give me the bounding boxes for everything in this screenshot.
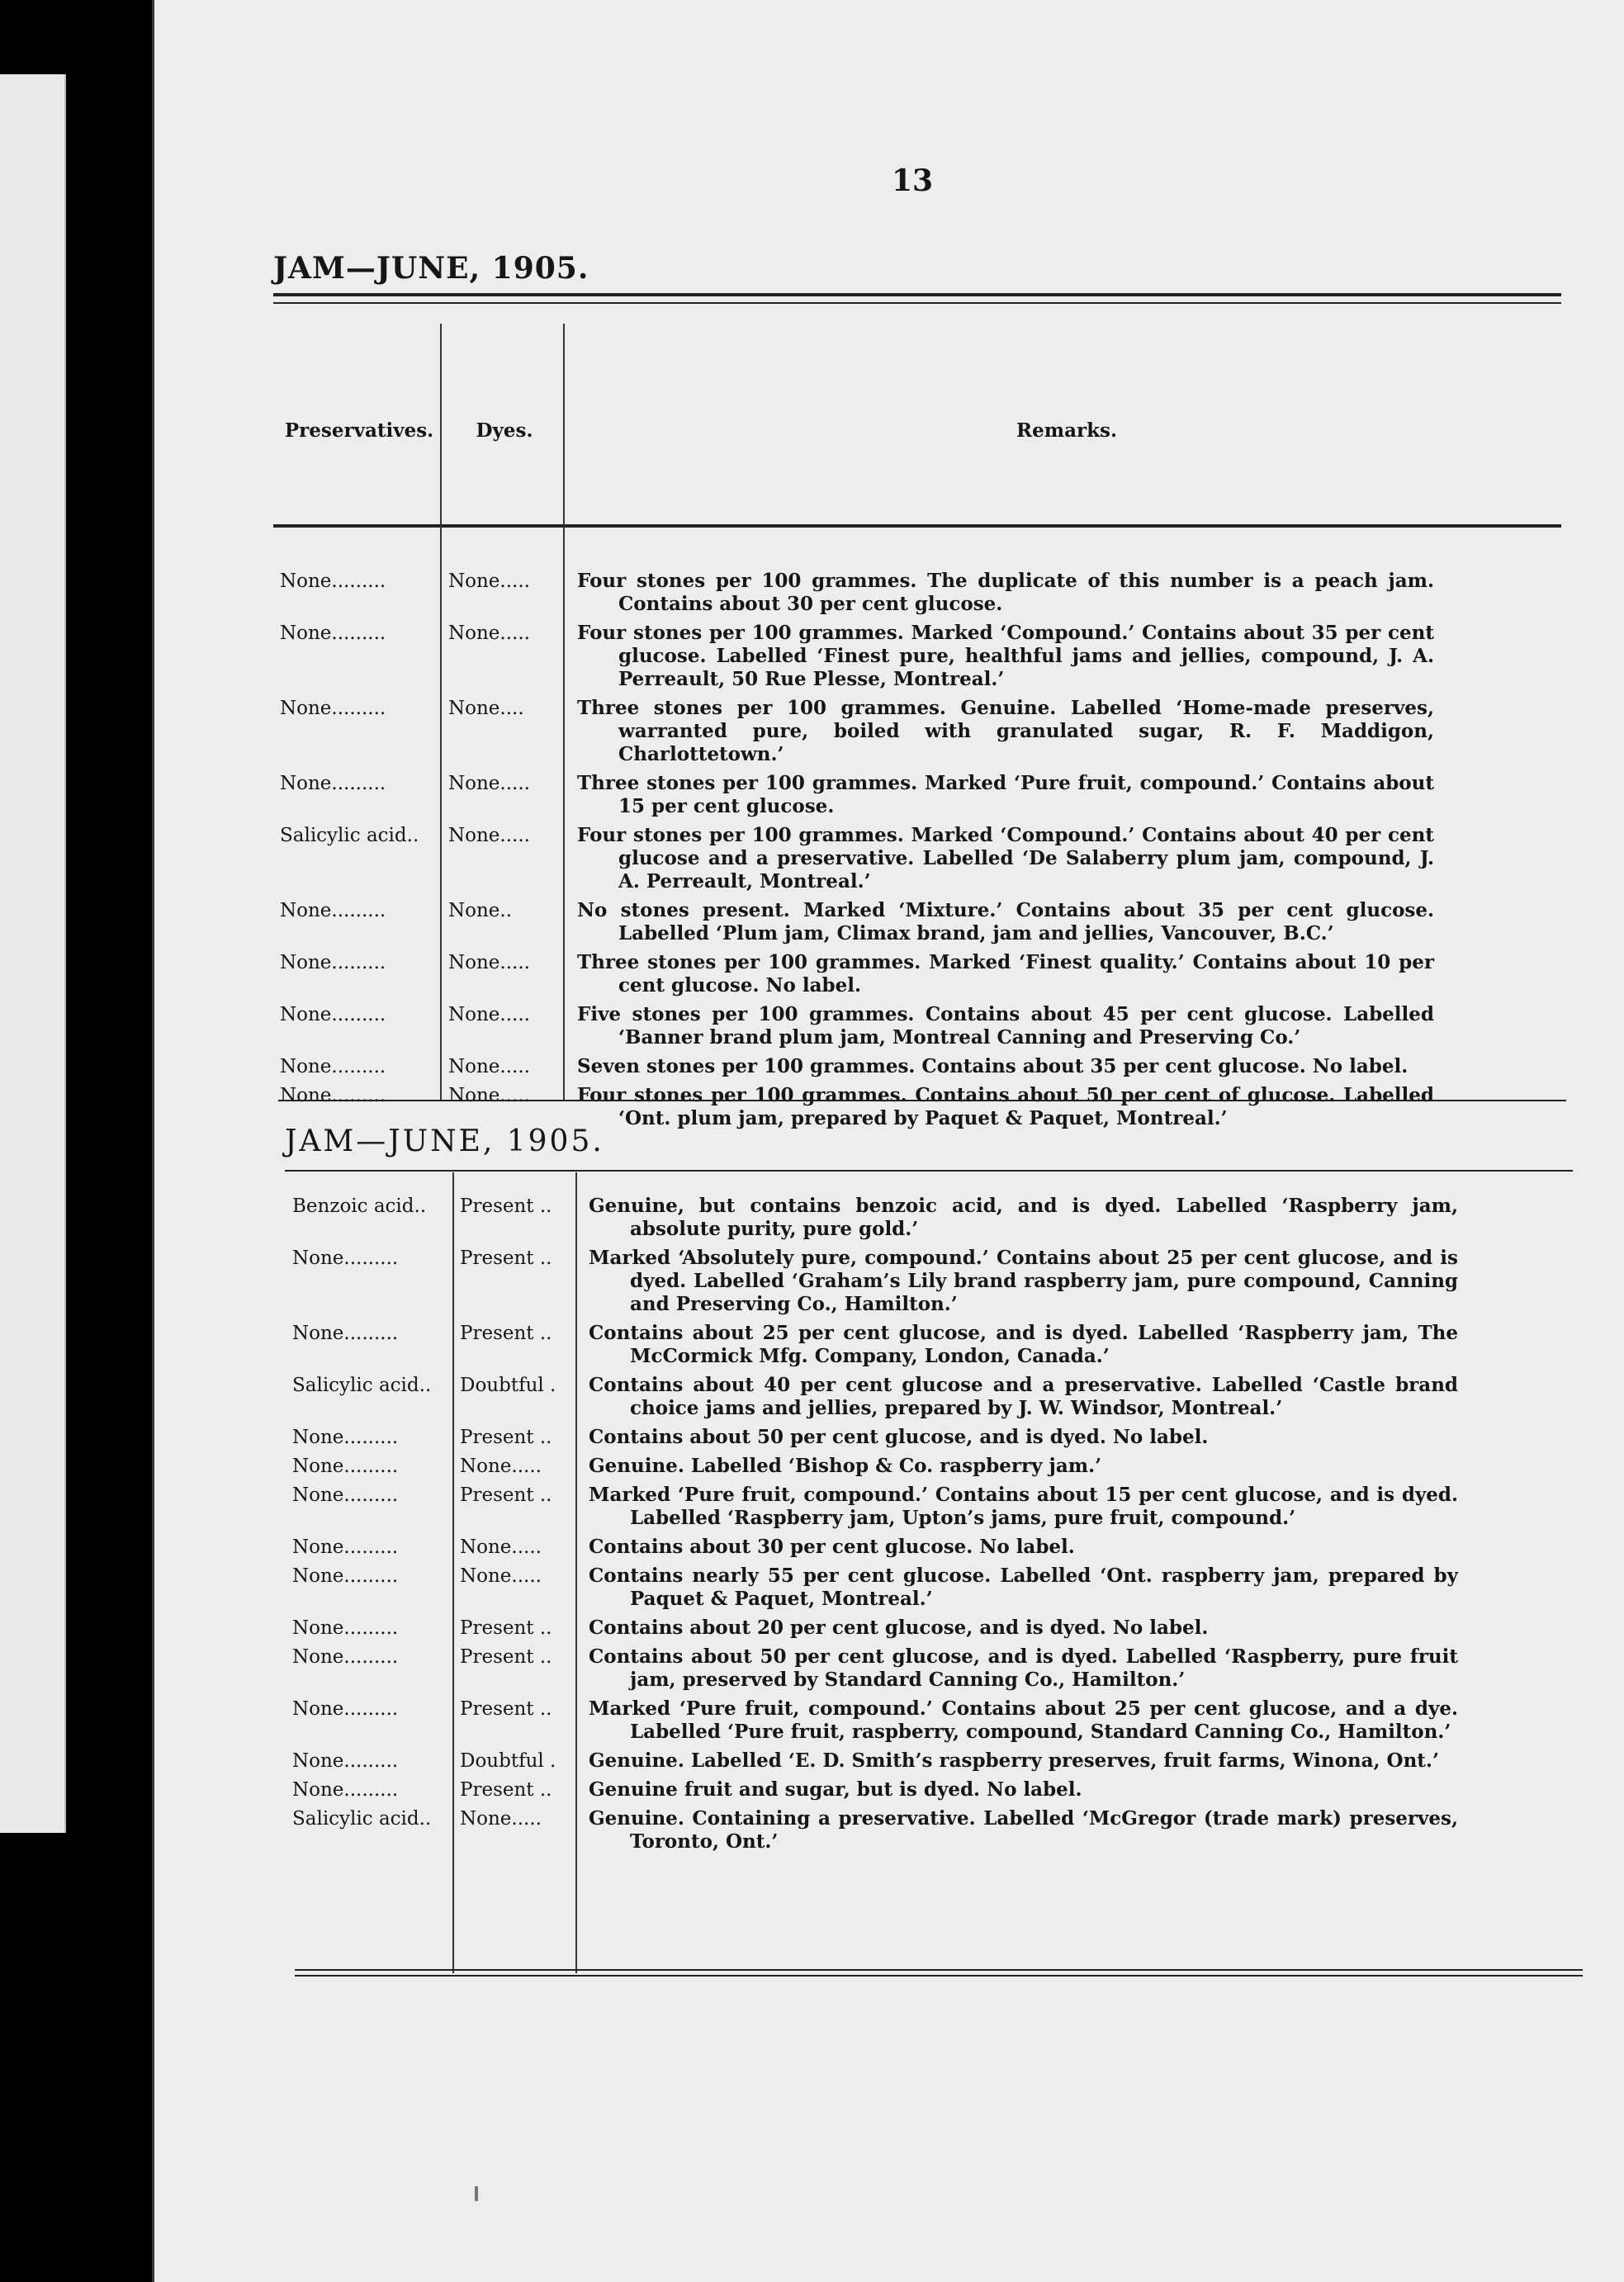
section-title: JAM—JUNE, 1905.	[273, 251, 589, 286]
dyes-cell: None.....	[448, 1004, 530, 1025]
preservatives-cell: None.........	[292, 1248, 399, 1269]
remarks-cell	[579, 1455, 1458, 1478]
remarks-cell	[567, 697, 1434, 766]
remarks-cell	[579, 1749, 1458, 1773]
column-header-preservatives: Preservatives.	[284, 419, 434, 442]
remarks-text: Four stones per 100 grammes. Contains about 50 per cent of glucose. Labelled ‘Ont. plum jam, prepared by Paquet & Paquet, Montreal.’	[577, 1084, 1434, 1129]
column-header-rule	[273, 524, 1561, 528]
dyes-cell: Doubtful .	[460, 1750, 556, 1772]
remarks-text: Three stones per 100 grammes. Genuine. Labelled ‘Home-made preserves, warranted pure, boiled with granulated sugar, R. F. Maddigon, Charlottetown.’	[577, 697, 1434, 765]
preservatives-cell: None.........	[292, 1750, 399, 1772]
preservatives-cell: None.........	[292, 1646, 399, 1668]
dyes-cell: None.....	[448, 623, 530, 644]
remarks-text: Contains nearly 55 per cent glucose. Labelled ‘Ont. raspberry jam, prepared by Paquet & Paquet, Montreal.’	[589, 1565, 1458, 1610]
print-mark	[475, 2186, 478, 2201]
dyes-cell: Present ..	[460, 1646, 552, 1668]
adjacent-page-edge	[0, 74, 66, 1833]
remarks-text: Contains about 20 per cent glucose, and is dyed. No label.	[589, 1617, 1209, 1639]
section-end-rule	[295, 1975, 1583, 1977]
dyes-cell: None.....	[448, 773, 530, 794]
dyes-cell: None.....	[448, 952, 530, 973]
remarks-cell	[579, 1247, 1458, 1316]
preservatives-cell: None.........	[292, 1427, 399, 1448]
remarks-text: Four stones per 100 grammes. The duplicate of this number is a peach jam. Contains about 30 per cent glucose.	[577, 570, 1434, 615]
preservatives-cell: None.........	[292, 1565, 399, 1587]
preservatives-cell: None.........	[292, 1536, 399, 1558]
remarks-cell	[579, 1697, 1458, 1744]
header-double-rule	[273, 293, 1561, 296]
preservatives-cell: None.........	[280, 623, 386, 644]
remarks-cell	[567, 951, 1434, 997]
remarks-text: Contains about 30 per cent glucose. No label.	[589, 1536, 1075, 1558]
dyes-cell: None.....	[460, 1565, 542, 1587]
remarks-text: Contains about 50 per cent glucose, and is dyed. No label.	[589, 1426, 1209, 1448]
remarks-text: Four stones per 100 grammes. Marked ‘Compound.’ Contains about 35 per cent glucose. Labelled ‘Finest pure, healthful jams and jellies, compound, J. A. Perreault, 50 Rue Plesse, Montreal.’	[577, 622, 1434, 690]
preservatives-cell: None.........	[280, 952, 386, 973]
dyes-cell: Present ..	[460, 1698, 552, 1720]
section-2-table	[291, 1195, 1616, 1854]
remarks-cell	[579, 1617, 1458, 1640]
remarks-cell	[567, 772, 1434, 818]
remarks-text: Genuine. Containing a preservative. Labelled ‘McGregor (trade mark) preserves, Toronto, Ont.’	[589, 1807, 1458, 1853]
preservatives-cell: None.........	[292, 1779, 399, 1801]
dyes-cell: Doubtful .	[460, 1375, 556, 1396]
remarks-cell	[579, 1426, 1458, 1449]
preservatives-cell: None.........	[280, 1085, 386, 1106]
remarks-cell	[567, 899, 1434, 945]
column-header-remarks: Remarks.	[1016, 419, 1117, 442]
preservatives-cell: None.........	[280, 698, 386, 719]
dyes-cell: None.....	[460, 1808, 542, 1830]
section-title: JAM—JUNE, 1905.	[285, 1124, 604, 1158]
preservatives-cell: None.........	[292, 1323, 399, 1344]
remarks-text: Marked ‘Pure fruit, compound.’ Contains about 15 per cent glucose, and is dyed. Labelled ‘Raspberry jam, Upton’s jams, pure fruit, compound.’	[589, 1484, 1458, 1529]
remarks-text: Five stones per 100 grammes. Contains about 45 per cent glucose. Labelled ‘Banner brand plum jam, Montreal Canning and Preserving Co.’	[577, 1003, 1434, 1049]
preservatives-cell: Salicylic acid..	[292, 1808, 432, 1830]
page-number: 13	[891, 163, 934, 198]
remarks-text: Contains about 50 per cent glucose, and is dyed. Labelled ‘Raspberry, pure fruit jam, preserved by Standard Canning Co., Hamilton.’	[589, 1645, 1458, 1691]
header-rule	[273, 302, 1561, 304]
document-page	[152, 0, 1624, 2282]
dyes-cell: None..	[448, 900, 513, 921]
remarks-text: Seven stones per 100 grammes. Contains about 35 per cent glucose. No label.	[577, 1055, 1409, 1077]
remarks-cell	[579, 1807, 1458, 1854]
dyes-cell: None.....	[460, 1456, 542, 1477]
dyes-cell: None.....	[448, 570, 530, 592]
section-end-rule	[278, 1100, 1566, 1101]
remarks-text: No stones present. Marked ‘Mixture.’ Contains about 35 per cent glucose. Labelled ‘Plum jam, Climax brand, jam and jellies, Vancouver, B.C.’	[577, 899, 1434, 945]
remarks-cell	[579, 1778, 1458, 1801]
remarks-cell	[579, 1484, 1458, 1530]
preservatives-cell: None.........	[292, 1617, 399, 1639]
section-header-rule	[285, 1170, 1573, 1172]
remarks-cell	[579, 1565, 1458, 1611]
preservatives-cell: None.........	[280, 1004, 386, 1025]
dyes-cell: None.....	[448, 1056, 530, 1077]
preservatives-cell: None.........	[280, 570, 386, 592]
dyes-cell: None.....	[460, 1536, 542, 1558]
dyes-cell: Present ..	[460, 1195, 552, 1217]
remarks-text: Genuine, but contains benzoic acid, and is dyed. Labelled ‘Raspberry jam, absolute purity, pure gold.’	[589, 1195, 1458, 1240]
remarks-text: Marked ‘Pure fruit, compound.’ Contains about 25 per cent glucose, and a dye. Labelled ‘Pure fruit, raspberry, compound, Standard Canning Co., Hamilton.’	[589, 1697, 1458, 1743]
column-header-dyes: Dyes.	[476, 419, 533, 442]
remarks-text: Genuine. Labelled ‘E. D. Smith’s raspberry preserves, fruit farms, Winona, Ont.’	[589, 1749, 1439, 1772]
remarks-cell	[579, 1645, 1458, 1692]
dyes-cell: None.....	[448, 1085, 530, 1106]
preservatives-cell: Benzoic acid..	[292, 1195, 427, 1217]
remarks-cell	[567, 622, 1434, 691]
remarks-cell	[579, 1536, 1458, 1559]
preservatives-cell: Salicylic acid..	[292, 1375, 432, 1396]
remarks-text: Three stones per 100 grammes. Marked ‘Pure fruit, compound.’ Contains about 15 per cent glucose.	[577, 772, 1434, 817]
dyes-cell: Present ..	[460, 1323, 552, 1344]
remarks-text: Genuine. Labelled ‘Bishop & Co. raspberry jam.’	[589, 1455, 1102, 1477]
remarks-text: Contains about 25 per cent glucose, and is dyed. Labelled ‘Raspberry jam, The McCormick Mfg. Company, London, Canada.’	[589, 1322, 1458, 1367]
preservatives-cell: None.........	[280, 1056, 386, 1077]
preservatives-cell: Salicylic acid..	[280, 825, 419, 846]
section-1-table	[278, 570, 1599, 1130]
remarks-cell	[567, 570, 1434, 616]
remarks-cell	[579, 1195, 1458, 1241]
section-end-rule	[295, 1969, 1583, 1971]
dyes-cell: Present ..	[460, 1427, 552, 1448]
dyes-cell: Present ..	[460, 1248, 552, 1269]
preservatives-cell: None.........	[280, 773, 386, 794]
remarks-text: Three stones per 100 grammes. Marked ‘Finest quality.’ Contains about 10 per cent glucose. No label.	[577, 951, 1434, 997]
remarks-cell	[579, 1374, 1458, 1420]
dyes-cell: Present ..	[460, 1617, 552, 1639]
preservatives-cell: None.........	[292, 1456, 399, 1477]
dyes-cell: Present ..	[460, 1779, 552, 1801]
remarks-text: Contains about 40 per cent glucose and a preservative. Labelled ‘Castle brand choice jams and jellies, prepared by J. W. Windsor, Montreal.’	[589, 1374, 1458, 1419]
remarks-text: Genuine fruit and sugar, but is dyed. No label.	[589, 1778, 1082, 1801]
remarks-cell	[579, 1322, 1458, 1368]
dyes-cell: Present ..	[460, 1484, 552, 1506]
dyes-cell: None....	[448, 698, 524, 719]
remarks-cell	[567, 1003, 1434, 1049]
dyes-cell: None.....	[448, 825, 530, 846]
remarks-cell	[567, 824, 1434, 893]
preservatives-cell: None.........	[292, 1698, 399, 1720]
preservatives-cell: None.........	[292, 1484, 399, 1506]
remarks-text: Marked ‘Absolutely pure, compound.’ Contains about 25 per cent glucose, and is dyed. Labelled ‘Graham’s Lily brand raspberry jam, pure compound, Canning and Preserving Co., Hamilton.’	[589, 1247, 1458, 1315]
preservatives-cell: None.........	[280, 900, 386, 921]
remarks-text: Four stones per 100 grammes. Marked ‘Compound.’ Contains about 40 per cent glucose and a preservative. Labelled ‘De Salaberry plum jam, compound, J. A. Perreault, Montreal.’	[577, 824, 1434, 892]
remarks-cell	[567, 1084, 1434, 1130]
remarks-cell	[567, 1055, 1434, 1078]
